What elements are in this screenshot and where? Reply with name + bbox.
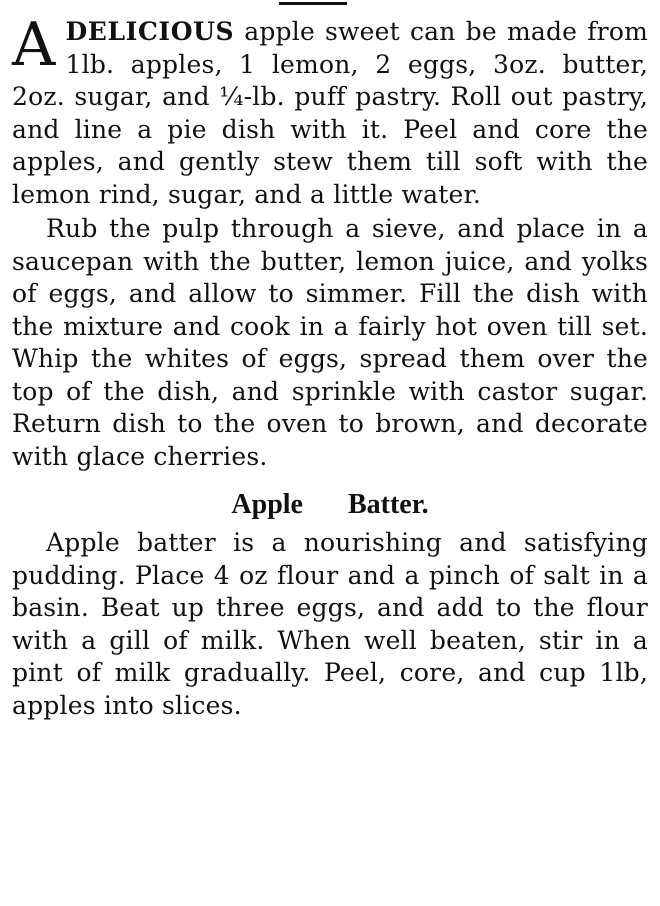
article-column [12,10,648,722]
method-paragraph: Rub the pulp through a sieve, and place in a saucepan with the butter, lemon juice, and yolks of eggs, and allow to simmer. Fill the dish with the mixture and cook in a fairly hot oven till set. Whip the whites of eggs, spread them over the top of the dish, and sprinkle with castor sugar. Return dish to the oven to brown, and decorate with glace cherries. [12,214,648,471]
lead-word: DELICIOUS [65,17,235,46]
batter-paragraph: Apple batter is a nourishing and satisfying pudding. Place 4 oz flour and a pinch of salt in a basin. Beat up three eggs, and add to the flour with a gill of milk. When well beaten, stir in a pint of milk gradually. Peel, core, and cup 1lb, apples into slices. [12,528,648,720]
top-rule [279,2,347,5]
intro-paragraph [12,10,648,211]
intro-text: apple sweet can be made from 1lb. apples, 1 lemon, 2 eggs, 3oz. butter, 2oz. sugar, and ¼-lb. puff pastry. Roll out pastry, and line a pie dish with it. Peel and core the apples, and gently stew them till soft with the lemon rind, sugar, and a little water. [12,17,648,209]
drop-cap: A [12,10,56,80]
subheading: Apple Batter. [231,489,429,520]
